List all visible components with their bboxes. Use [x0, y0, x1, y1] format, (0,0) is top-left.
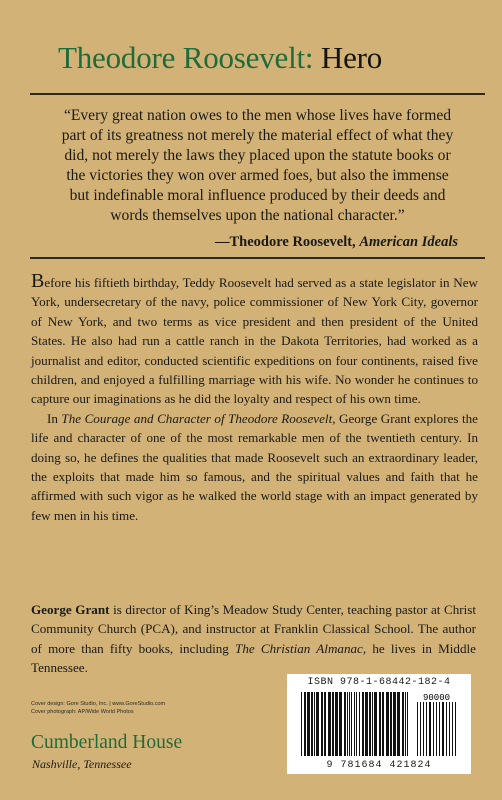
description-text — [31, 272, 478, 525]
barcode-bar — [354, 692, 355, 756]
barcode-bar — [344, 692, 346, 756]
paragraph-2-text: George Grant explores the life and character of one of the most remarkable men of the twentieth century. In doing so, he defines the qualities that made Roosevelt such an extraordinary leader, the exploits that made him so famous, and the spiritual values and faith that he affirmed with such vigor as he walked the world stage with an impact generated by few men in his time. — [31, 410, 478, 523]
publisher-city: Nashville, Tennessee — [32, 757, 132, 771]
barcode-bar — [390, 692, 392, 756]
barcode-bar — [324, 692, 326, 756]
barcode-addon-bar — [452, 702, 453, 756]
bottom-divider — [30, 257, 485, 259]
photo-credit: Cover photograph: AP/Wide World Photos — [31, 709, 134, 715]
barcode-bar — [393, 692, 396, 756]
barcode-addon-bar — [446, 702, 447, 756]
design-credit: Cover design: Gore Studio, Inc. | www.GoreStudio.com — [31, 701, 166, 707]
title-main: Theodore Roosevelt: — [58, 40, 314, 75]
description-paragraph-1 — [31, 272, 478, 409]
paragraph-2-prefix: In — [47, 410, 62, 426]
barcode-addon-bar — [423, 702, 424, 756]
barcode-addon-bar — [449, 702, 450, 756]
barcode-bar — [402, 692, 404, 756]
drop-cap: B — [31, 270, 45, 292]
title-subtitle: Hero — [320, 40, 383, 75]
barcode-bar — [304, 692, 306, 756]
barcode-bar — [339, 692, 342, 756]
barcode-addon-bar — [436, 702, 437, 756]
barcode-bar — [379, 692, 381, 756]
barcode-addon-bar — [429, 702, 431, 756]
barcode-bar — [351, 692, 352, 756]
barcode-bar — [359, 692, 360, 756]
barcode-bar — [321, 692, 323, 756]
barcode-addon-bar — [455, 702, 456, 756]
barcode-addon-bar — [426, 702, 427, 756]
barcode-bar — [407, 692, 408, 756]
bio-text-2: he lives in Middle Tennessee. — [31, 640, 476, 676]
barcode-bar — [349, 692, 350, 756]
epigraph-quote: “Every great nation owes to the men whose lives have formed part of its greatness not merely the material effect of what they did, not merely the laws they placed upon the statute books or the victories they won over armed foes, but also the immense but indefinable moral influence produced by their deeds and words themselves upon the national character.” — [61, 107, 454, 224]
barcode-bar — [316, 692, 319, 756]
cover-credits — [31, 700, 165, 716]
barcode-bar — [362, 692, 364, 756]
barcode-bar — [328, 692, 331, 756]
barcode-addon-bar — [420, 702, 421, 756]
barcode-bar — [372, 692, 373, 756]
barcode-bar — [347, 692, 348, 756]
bio-book-title: The Christian Almanac, — [235, 640, 367, 656]
description-paragraph-2 — [31, 409, 478, 525]
barcode-addon-bar — [417, 702, 418, 756]
barcode-bar — [374, 692, 377, 756]
ean-digits: 9 781684 421824 — [326, 760, 432, 771]
attribution-work: American Ideals — [359, 234, 458, 250]
barcode-bar — [332, 692, 334, 756]
barcode-addon-bar — [442, 702, 444, 756]
author-bio — [31, 600, 476, 678]
barcode-bar — [369, 692, 371, 756]
barcode-bar — [365, 692, 368, 756]
book-title-inline: The Courage and Character of Theodore Roosevelt, — [61, 410, 336, 426]
publisher-name: Cumberland House — [31, 732, 183, 753]
barcode-bar — [397, 692, 400, 756]
barcode-bar — [307, 692, 310, 756]
barcode-bar — [356, 692, 357, 756]
barcode-bar — [314, 692, 315, 756]
barcode-bar — [301, 692, 302, 756]
price-code: 90000 — [423, 693, 451, 703]
book-title — [58, 40, 382, 76]
barcode-bar — [335, 692, 338, 756]
isbn-label: ISBN 978-1-68442-182-4 — [307, 677, 451, 688]
barcode-bar — [311, 692, 313, 756]
barcode-bar — [405, 692, 406, 756]
bio-text-1: is director of King’s Meadow Study Center, teaching pastor at Christ Community Church (PCA), and instructor at Franklin Classical School. The author of more than fifty books, including — [31, 602, 476, 656]
quote-attribution — [215, 233, 458, 251]
barcode-bars — [299, 692, 459, 758]
paragraph-1-text: efore his fiftieth birthday, Teddy Roosevelt had served as a state legislator in New York, undersecretary of the navy, police commissioner of New York City, governor of New York, and two terms as vice president and then president of the United States. He also had run a cattle ranch in the Dakota Territories, had worked as a journalist and editor, conducted scientific expeditions on four continents, raised five children, and enjoyed a fulfilling marriage with his wife. No wonder he continues to capture our imaginations as he did the loyalty and respect of his own time. — [31, 275, 478, 407]
barcode-addon-bar — [439, 702, 440, 756]
attribution-author: —Theodore Roosevelt, — [214, 234, 360, 250]
barcode-bar — [386, 692, 389, 756]
author-name: George Grant — [31, 602, 110, 617]
top-divider — [30, 93, 485, 95]
isbn-barcode — [287, 674, 471, 774]
barcode-addon-bar — [433, 702, 434, 756]
barcode-bar — [382, 692, 384, 756]
